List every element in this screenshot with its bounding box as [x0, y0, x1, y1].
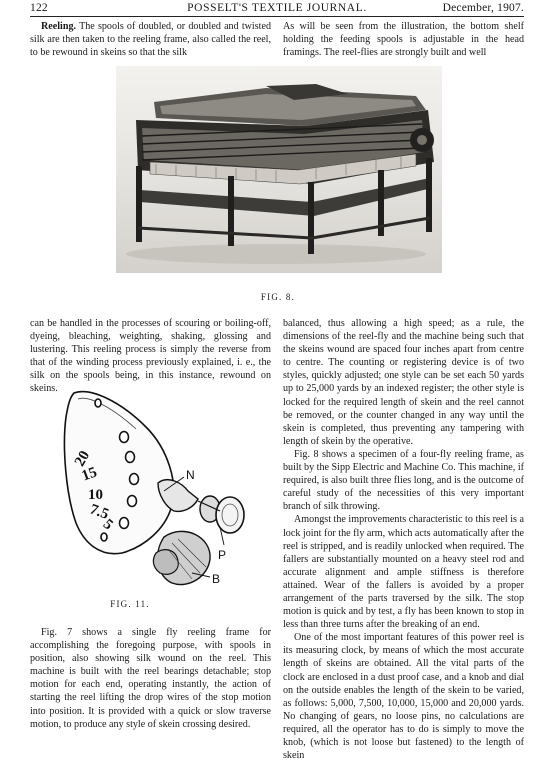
reeling-frame-illustration	[116, 66, 442, 273]
section-heading: Reeling.	[41, 21, 77, 32]
dial-number: 10	[88, 487, 103, 503]
figure-11-caption: FIG. 11.	[110, 599, 150, 609]
column-bottom-left	[30, 626, 271, 731]
journal-title: POSSELT'S TEXTILE JOURNAL.	[187, 2, 367, 14]
issue-date: December, 1907.	[442, 2, 524, 14]
label-n: N	[186, 468, 195, 482]
running-header	[30, 2, 524, 16]
paragraph-text: One of the most important features of this power reel is its measuring clock, by means of which the most accurate length of skeins are obtained. All the vital parts of the clock are enclosed in a dust proof case, and a knob and dial on the outside enables the length of the skein to be varied, as follows: 5,000, 7,500, 10,000, 15,000 and 20,000 yards. No changing of gears, no loose pins, no calculations are required, all the operator has to do is simply to move the knob, (which is not loose but fastened) to the length of skein	[283, 632, 524, 762]
dial-number: 15	[79, 464, 100, 485]
figure-8-photo	[116, 66, 442, 273]
column-right	[283, 317, 524, 762]
dial-number: 7.5	[87, 501, 111, 523]
column-top-left	[30, 20, 271, 59]
column-top-right	[283, 20, 524, 59]
figure-8-caption: FIG. 8.	[260, 292, 296, 302]
paragraph-text: Amongst the improvements characteristic to this reel is a lock joint for the fly arm, which acts automatically after the reel is stripped, and is readily unlocked when required. The fallers are substantially mounted on a heavy steel rod and accurate alignment and ample stiffness is therefore attained. Wear of the fallers is avoided by a proper arrangement of the parts traversed by the silk. The stop motion is quick and by test, a fly has been known to stop in less than three turns after the breaking of an end.	[283, 514, 524, 631]
column-mid-left	[30, 317, 271, 396]
paragraph-text: Fig. 7 shows a single fly reeling frame for accomplishing the foregoing purpose, with spools in position, also showing silk wound on the reel. This machine is built with the reel bearings detachable; stop motion for each end, operating instantly, the action of starting the reel lifting the drop wires of the stop motion into position. It is provided with a quick or slow traverse motion, to produce any style of skein crossing desired.	[30, 627, 271, 730]
paragraph-text: can be handled in the processes of scouring or boiling-off, dyeing, bleaching, weighting, shaking, glossing and lustering. This reeling process is simply the reverse from that of the winding process previously explained, i. e., the silk on the spools being, in this instance, rewound on skeins.	[30, 318, 271, 395]
paragraph-text: As will be seen from the illustration, the bottom shelf holding the feeding spools is adjustable in the head framings. The reel-flies are strongly built and well	[283, 21, 524, 59]
figure-11-drawing	[60, 387, 260, 597]
paragraph-text: Fig. 8 shows a specimen of a four-fly reeling frame, as built by the Sipp Electric and Machine Co. This machine, if required, is also built three flies long, and is the outcome of careful study of the necessities of this very important branch of silk throwing.	[283, 448, 524, 513]
paragraph-text: The spools of doubled, or doubled and twisted silk are then taken to the reeling frame, also called the reel, to be rewound in skeins so that the silk	[30, 21, 271, 59]
dial-number: 5	[99, 516, 116, 534]
label-b: B	[212, 572, 221, 586]
header-rule	[30, 16, 524, 17]
dial-number: 20	[71, 448, 94, 470]
paragraph-text: balanced, thus allowing a high speed; as a rule, the dimensions of the reel-fly and the machine being such that the skeins wound are spaced four inches apart from centre to centre. The counting or registering device is of two styles, quickly adjusted; one style can be set each 50 yards up to 25,000 yards by an indexed register; the other style is locked for the required length of skein and the reel cannot be removed, or the counter changed in any way until the skein is completed, thus preventing any tampering with length of skein by the operative.	[283, 318, 524, 447]
page-number: 122	[30, 2, 48, 14]
label-p: P	[218, 548, 227, 562]
measuring-clock-illustration	[60, 387, 260, 597]
